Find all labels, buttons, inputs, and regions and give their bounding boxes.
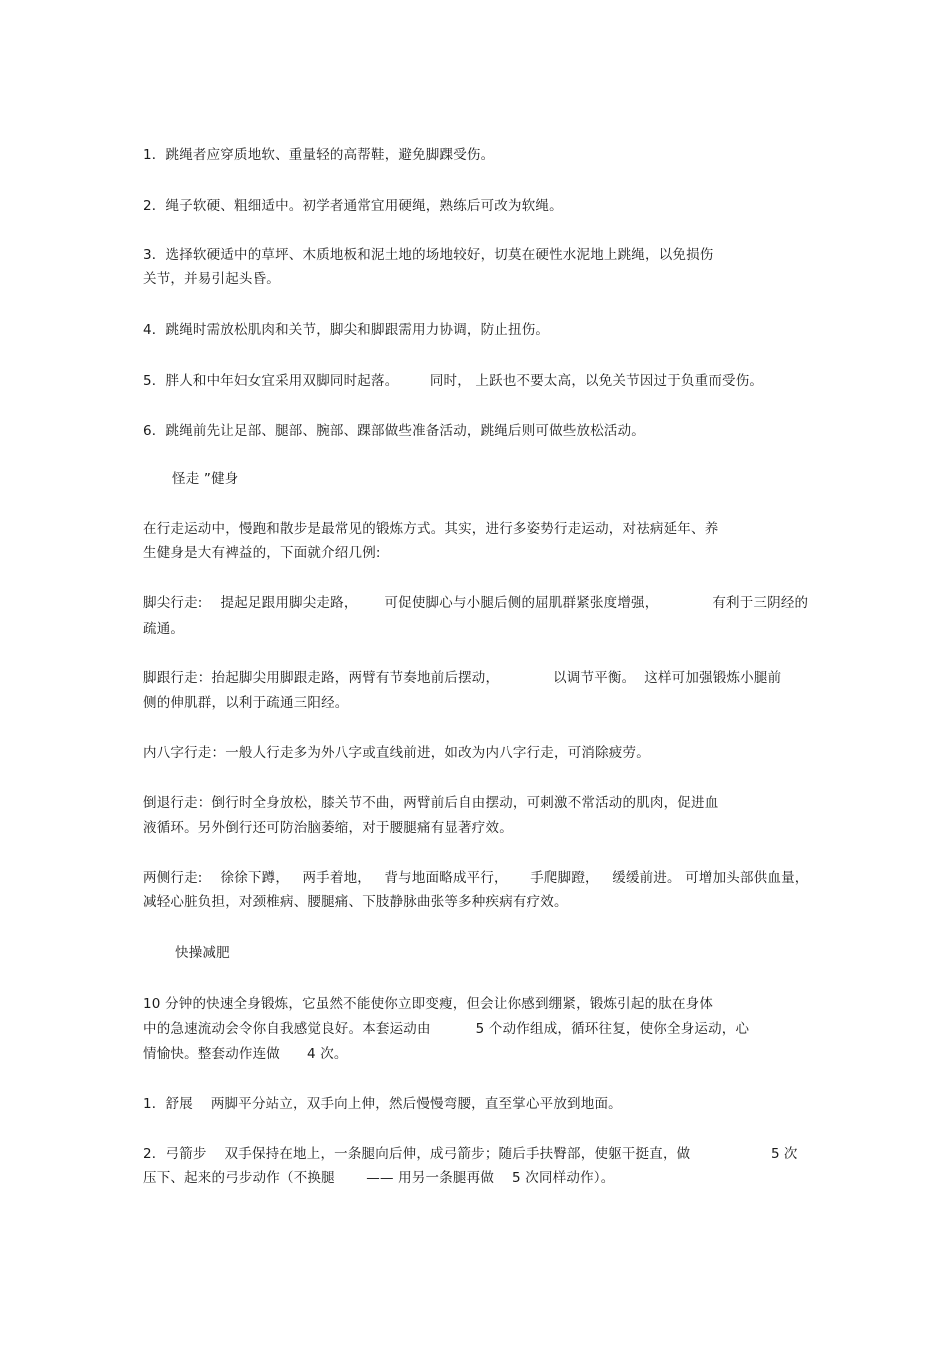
walking-intro-line-1: 在行走运动中，慢跑和散步是最常见的锻炼方式。其实，进行多姿势行走运动，对祛病延年、养 [143,521,719,537]
heel-walk-line-1: 脚跟行走：抬起脚尖用脚跟走路，两臂有节奏地前后摆动， 以调节平衡。 这样可加强锻炼小腿前 [143,670,782,686]
exercise-step-2-line-2: 压下、起来的弓步动作（不换腿 —— 用另一条腿再做 5 次同样动作）。 [143,1170,615,1186]
heel-walk-line-2: 侧的伸肌群，以利于疏通三阳经。 [143,695,349,711]
tiptoe-walk-line-2: 疏通。 [143,621,185,637]
side-walk-line-1: 两侧行走: 徐徐下蹲， 两手着地， 背与地面略成平行， 手爬脚蹬， 缓缓前进。 可增加头部供血量， [143,870,809,886]
side-walk-line-2: 减轻心脏负担，对颈椎病、腰腿痛、下肢静脉曲张等多种疾病有疗效。 [143,894,568,910]
walking-intro-line-2: 生健身是大有裨益的，下面就介绍几例: [143,545,381,561]
pigeon-toe-walk: 内八字行走：一般人行走多为外八字或直线前进，如改为内八字行走，可消除疲劳。 [143,745,650,761]
rule-2: 2．绳子软硬、粗细适中。初学者通常宜用硬绳，熟练后可改为软绳。 [143,198,563,214]
tiptoe-walk-line-1: 脚尖行走: 提起足跟用脚尖走路， 可促使脚心与小腿后侧的屈肌群紧张度增强， 有利于三阴经的 [143,595,809,611]
backward-walk-line-2: 液循环。另外倒行还可防治脑萎缩，对于腰腿痛有显著疗效。 [143,820,513,836]
section-title-quick-exercise: 快操减肥 [175,945,230,961]
rule-4: 4．跳绳时需放松肌肉和关节，脚尖和脚跟需用力协调，防止扭伤。 [143,322,550,338]
backward-walk-line-1: 倒退行走：倒行时全身放松，膝关节不曲，两臂前后自由摆动，可刺激不常活动的肌肉，促进血 [143,795,719,811]
exercise-step-1: 1．舒展 两脚平分站立，双手向上伸，然后慢慢弯腰，直至掌心平放到地面。 [143,1096,622,1112]
exercise-intro-line-1: 10 分钟的快速全身锻炼，它虽然不能使你立即变瘦，但会让你感到绷紧，锻炼引起的肽在身体 [143,996,714,1012]
exercise-intro-line-2: 中的急速流动会令你自我感觉良好。本套运动由 5 个动作组成，循环往复，使你全身运动，心 [143,1021,750,1037]
exercise-intro-line-3: 情愉快。整套动作连做 4 次。 [143,1046,348,1062]
rule-1: 1．跳绳者应穿质地软、重量轻的高帮鞋，避免脚踝受伤。 [143,147,495,163]
section-title-walking: 怪走 ”健身 [172,471,239,487]
exercise-step-2-count: 5 次 [771,1146,798,1162]
rule-3-line-1: 3．选择软硬适中的草坪、木质地板和泥土地的场地较好，切莫在硬性水泥地上跳绳，以免损伤 [143,247,714,263]
rule-3-line-2: 关节，并易引起头昏。 [143,271,280,287]
exercise-step-2-line-1: 2．弓箭步 双手保持在地上，一条腿向后伸，成弓箭步；随后手扶臀部，使躯干挺直，做 [143,1146,691,1162]
rule-5: 5．胖人和中年妇女宜采用双脚同时起落。 同时， 上跃也不要太高，以免关节因过于负重而受伤。 [143,373,764,389]
rule-6: 6．跳绳前先让足部、腿部、腕部、踝部做些准备活动，跳绳后则可做些放松活动。 [143,423,645,439]
